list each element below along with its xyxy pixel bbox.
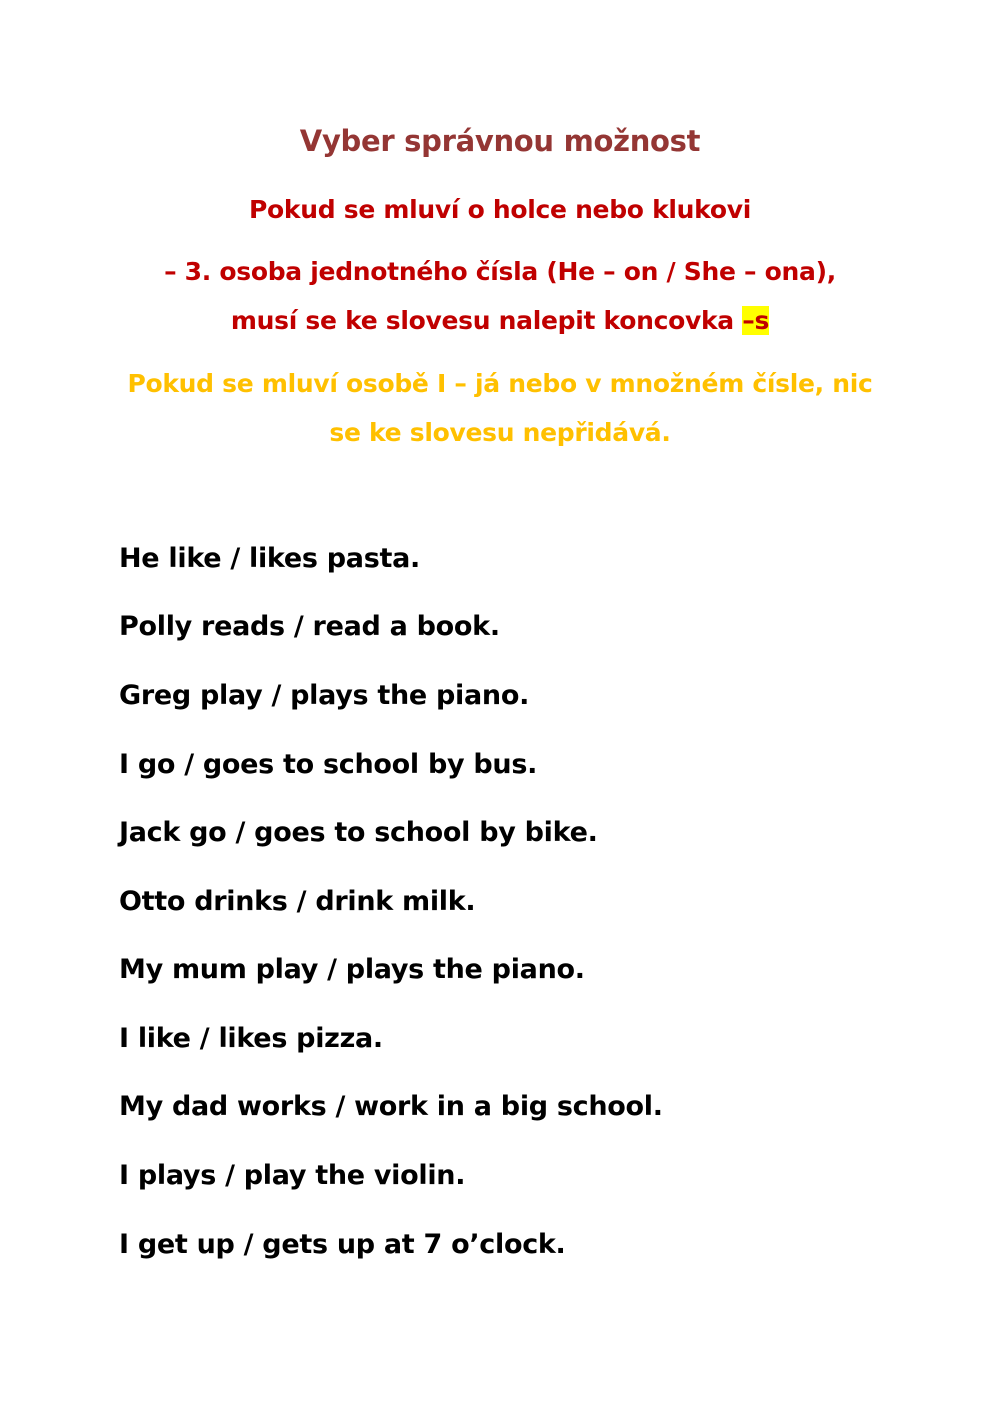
sentence-1: He like / likes pasta. bbox=[119, 543, 420, 574]
sentence-5: Jack go / goes to school by bike. bbox=[119, 817, 598, 848]
sentence-11: I get up / gets up at 7 o’clock. bbox=[119, 1229, 566, 1260]
sentence-2: Polly reads / read a book. bbox=[119, 611, 500, 642]
note-line-2: se ke slovesu nepřidává. bbox=[329, 418, 671, 447]
sentence-6: Otto drinks / drink milk. bbox=[119, 886, 476, 917]
sentence-4: I go / goes to school by bus. bbox=[119, 749, 538, 780]
note-line-1: Pokud se mluví osobě I – já nebo v množném čísle, nic bbox=[127, 369, 873, 398]
sentence-9: My dad works / work in a big school. bbox=[119, 1091, 663, 1122]
rule-line-1: Pokud se mluví o holce nebo klukovi bbox=[249, 195, 751, 224]
rule-line-3 bbox=[0, 306, 1000, 335]
sentence-7: My mum play / plays the piano. bbox=[119, 954, 585, 985]
suffix-highlight: –s bbox=[742, 306, 770, 335]
rule-line-2: – 3. osoba jednotného čísla (He – on / She – ona), bbox=[164, 257, 836, 286]
rule-line-3-text: musí se ke slovesu nalepit koncovka bbox=[230, 306, 743, 335]
sentence-10: I plays / play the violin. bbox=[119, 1160, 466, 1191]
sentence-8: I like / likes pizza. bbox=[119, 1023, 383, 1054]
worksheet-title: Vyber správnou možnost bbox=[299, 124, 701, 158]
sentence-3: Greg play / plays the piano. bbox=[119, 680, 530, 711]
